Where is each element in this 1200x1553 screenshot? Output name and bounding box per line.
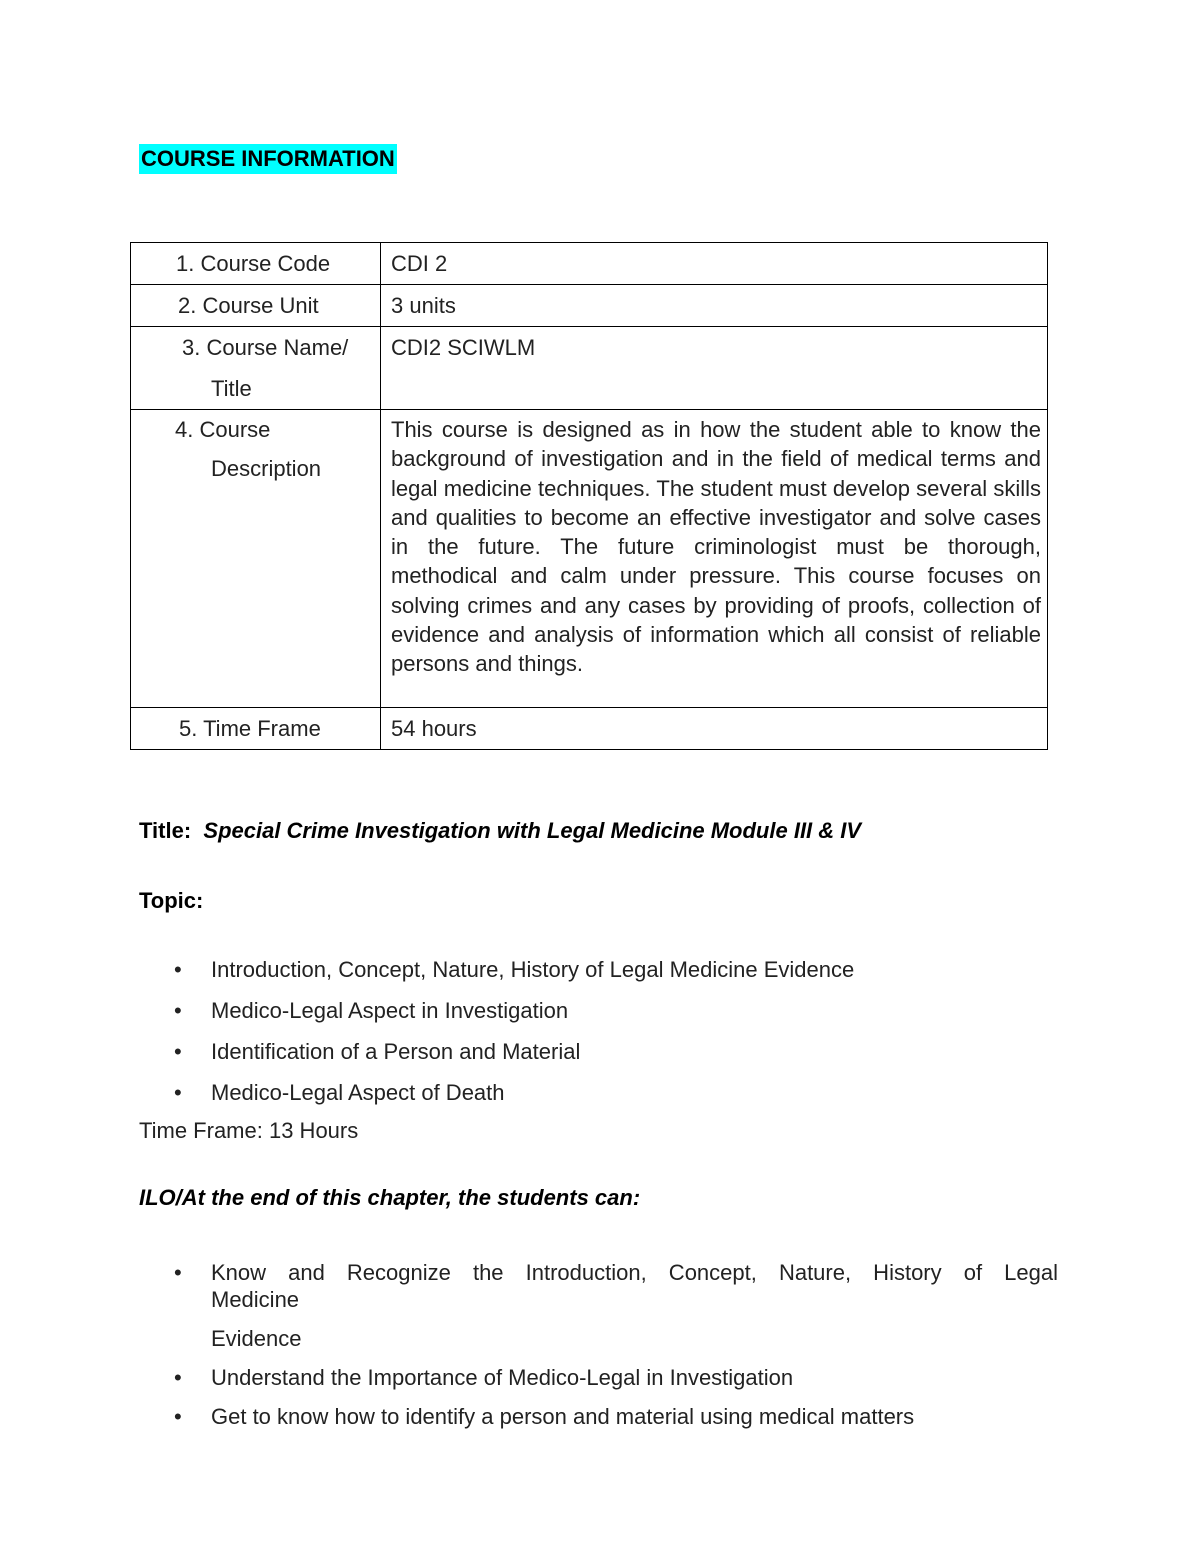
bullet-icon: • bbox=[174, 1260, 182, 1285]
row-label bbox=[131, 327, 381, 410]
bullet-icon: • bbox=[174, 957, 182, 982]
bullet-icon: • bbox=[174, 1365, 182, 1390]
ilo-text: Understand the Importance of Medico-Legal in Investigation bbox=[211, 1365, 794, 1390]
topic-text: Introduction, Concept, Nature, History of Legal Medicine Evidence bbox=[211, 957, 855, 982]
list-item bbox=[174, 996, 854, 1037]
row-value bbox=[381, 243, 1048, 285]
table-row bbox=[131, 285, 1048, 327]
topic-text: Medico-Legal Aspect of Death bbox=[211, 1080, 505, 1105]
list-item bbox=[174, 1403, 1058, 1430]
ilo-text-continuation: Evidence bbox=[211, 1326, 302, 1351]
course-info-table bbox=[130, 242, 1048, 750]
row-label bbox=[131, 410, 381, 708]
row-label bbox=[131, 708, 381, 750]
course-name-label-line2: Title bbox=[211, 376, 252, 401]
table-row bbox=[131, 243, 1048, 285]
course-description-label-line1: 4. Course bbox=[175, 417, 271, 442]
row-value bbox=[381, 708, 1048, 750]
row-label bbox=[131, 285, 381, 327]
course-unit-label: 2. Course Unit bbox=[178, 293, 319, 318]
course-description-label-line2: Description bbox=[211, 456, 322, 481]
ilo-text-line1: Know and Recognize the Introduction, Concept, Nature, History of Legal bbox=[211, 1260, 1058, 1285]
table-row bbox=[131, 327, 1048, 410]
row-value bbox=[381, 285, 1048, 327]
time-frame-value: 54 hours bbox=[391, 716, 477, 741]
list-item bbox=[174, 1364, 1058, 1391]
course-description-value: This course is designed as in how the student able to know the background of investigation and in the field of medical terms and legal medicine techniques. The student must develop several skills and qualities to become an effective investigator and solve cases in the future. The future criminologist must be thorough, methodical and calm under pressure. This course focuses on solving crimes and any cases by providing of proofs, collection of evidence and analysis of information which all consist of reliable persons and things. bbox=[391, 417, 1041, 677]
ilo-text-line2: Medicine bbox=[211, 1287, 300, 1312]
ilo-text: Get to know how to identify a person and material using medical matters bbox=[211, 1404, 915, 1429]
chapter-time-frame: Time Frame: 13 Hours bbox=[139, 1118, 359, 1143]
bullet-icon: • bbox=[174, 998, 182, 1023]
module-title bbox=[139, 818, 861, 844]
bullet-icon: • bbox=[174, 1404, 182, 1429]
topic-text: Identification of a Person and Material bbox=[211, 1039, 581, 1064]
section-heading: COURSE INFORMATION bbox=[139, 144, 397, 174]
row-value bbox=[381, 327, 1048, 410]
ilo-list bbox=[174, 1259, 1058, 1442]
topic-list bbox=[174, 955, 854, 1119]
course-code-label: 1. Course Code bbox=[176, 251, 331, 276]
list-item bbox=[174, 1259, 1058, 1352]
time-frame-label: 5. Time Frame bbox=[179, 716, 321, 741]
table-row bbox=[131, 410, 1048, 708]
row-label bbox=[131, 243, 381, 285]
list-item bbox=[174, 955, 854, 996]
bullet-icon: • bbox=[174, 1039, 182, 1064]
course-name-label-line1: 3. Course Name/ bbox=[182, 335, 349, 360]
ilo-heading: ILO/At the end of this chapter, the students can: bbox=[139, 1185, 641, 1210]
title-value: Special Crime Investigation with Legal Medicine Module III & IV bbox=[203, 818, 862, 843]
list-item bbox=[174, 1037, 854, 1078]
title-label: Title: bbox=[139, 818, 192, 843]
row-value bbox=[381, 410, 1048, 708]
list-item bbox=[174, 1078, 854, 1119]
table-row bbox=[131, 708, 1048, 750]
topic-label: Topic: bbox=[139, 888, 204, 913]
bullet-icon: • bbox=[174, 1080, 182, 1105]
course-name-value: CDI2 SCIWLM bbox=[391, 335, 536, 360]
course-code-value: CDI 2 bbox=[391, 251, 448, 276]
course-unit-value: 3 units bbox=[391, 293, 456, 318]
topic-text: Medico-Legal Aspect in Investigation bbox=[211, 998, 569, 1023]
